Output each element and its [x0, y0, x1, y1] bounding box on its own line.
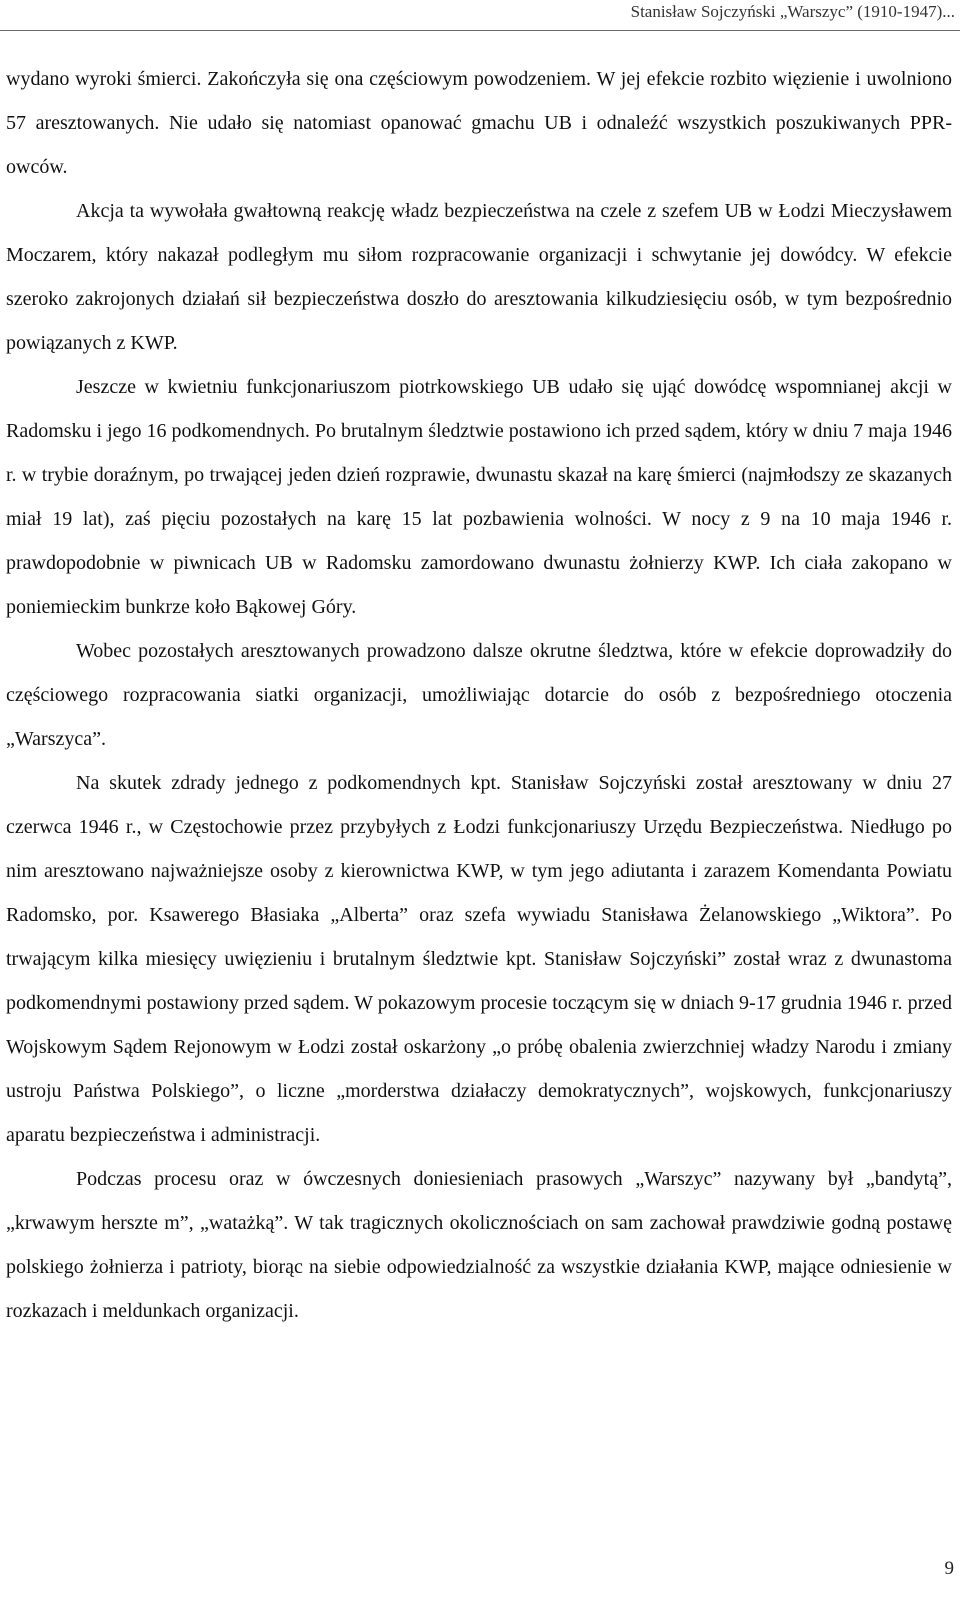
page-number: 9 [944, 1558, 954, 1579]
header-divider [0, 30, 960, 31]
paragraph-1: wydano wyroki śmierci. Zakończyła się ona częściowym powodzeniem. W jej efekcie rozbito więzienie i uwolniono 57 aresztowanych. Nie udało się natomiast opanować gmachu UB i odnaleźć wszystkich poszukiwanych PPR-owców. [6, 68, 952, 178]
paragraph-2: Akcja ta wywołała gwałtowną reakcję władz bezpieczeństwa na czele z szefem UB w Łodzi Mieczysławem Moczarem, który nakazał podległym mu siłom rozpracowanie organizacji i schwytanie jej dowódcy. W efekcie szeroko zakrojonych działań sił bezpieczeństwa doszło do aresztowania kilkudziesięciu osób, w tym bezpośrednio powiązanych z KWP. [6, 200, 952, 354]
paragraph-6: Podczas procesu oraz w ówczesnych doniesieniach prasowych „Warszyc” nazywany był „bandytą”, „krwawym herszte m”, „watażką”. W tak tragicznych okolicznościach on sam zachował prawdziwie godną postawę polskiego żołnierza i patrioty, biorąc na siebie odpowiedzialność za wszystkie działania KWP, mające odniesienie w rozkazach i meldunkach organizacji. [6, 1168, 952, 1322]
paragraph-3: Jeszcze w kwietniu funkcjonariuszom piotrkowskiego UB udało się ująć dowódcę wspomnianej akcji w Radomsku i jego 16 podkomendnych. Po brutalnym śledztwie postawiono ich przed sądem, który w dniu 7 maja 1946 r. w trybie doraźnym, po trwającej jeden dzień rozprawie, dwunastu skazał na karę śmierci (najmłodszy ze skazanych miał 19 lat), zaś pięciu pozostałych na karę 15 lat pozbawienia wolności. W nocy z 9 na 10 maja 1946 r. prawdopodobnie w piwnicach UB w Radomsku zamordowano dwunastu żołnierzy KWP. Ich ciała zakopano w poniemieckim bunkrze koło Bąkowej Góry. [6, 376, 952, 618]
paragraph-4: Wobec pozostałych aresztowanych prowadzono dalsze okrutne śledztwa, które w efekcie doprowadziły do częściowego rozpracowania siatki organizacji, umożliwiając dotarcie do osób z bezpośredniego otoczenia „Warszyca”. [6, 640, 952, 750]
document-body [6, 57, 952, 1333]
paragraph-5: Na skutek zdrady jednego z podkomendnych kpt. Stanisław Sojczyński został aresztowany w dniu 27 czerwca 1946 r., w Częstochowie przez przybyłych z Łodzi funkcjonariuszy Urzędu Bezpieczeństwa. Niedługo po nim aresztowano najważniejsze osoby z kierownictwa KWP, w tym jego adiutanta i zarazem Komendanta Powiatu Radomsko, por. Ksawerego Błasiaka „Alberta” oraz szefa wywiadu Stanisława Żelanowskiego „Wiktora”. Po trwającym kilka miesięcy uwięzieniu i brutalnym śledztwie kpt. Stanisław Sojczyński” został wraz z dwunastoma podkomendnymi postawiony przed sądem. W pokazowym procesie toczącym się w dniach 9-17 grudnia 1946 r. przed Wojskowym Sądem Rejonowym w Łodzi został oskarżony „o próbę obalenia zwierzchniej władzy Narodu i zmiany ustroju Państwa Polskiego”, o liczne „morderstwa działaczy demokratycznych”, wojskowych, funkcjonariuszy aparatu bezpieczeństwa i administracji. [6, 772, 952, 1146]
running-header: Stanisław Sojczyński „Warszyc” (1910-1947)... [630, 2, 955, 21]
